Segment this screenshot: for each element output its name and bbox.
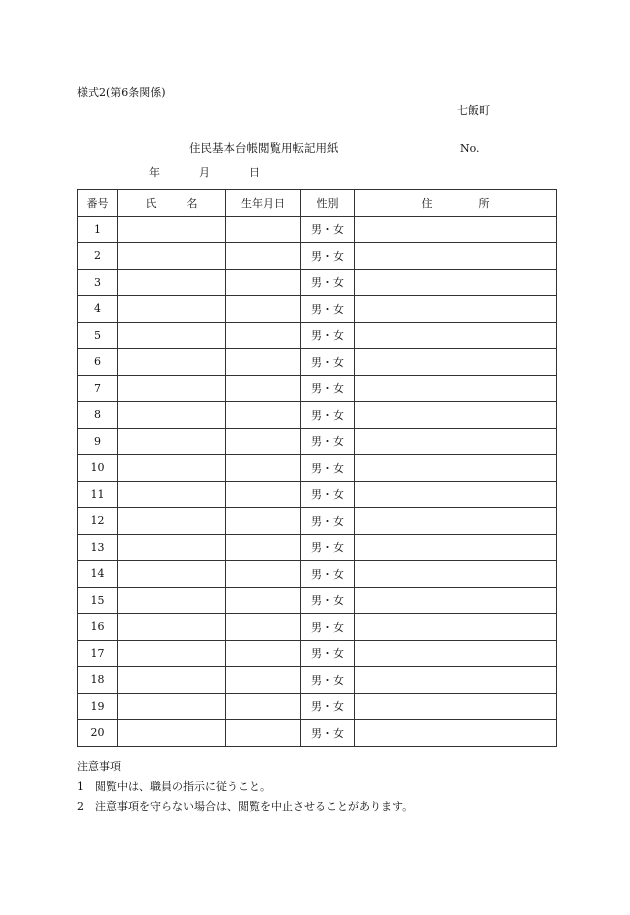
date-year-label: 年	[149, 166, 160, 179]
address-cell[interactable]	[355, 375, 557, 402]
address-cell[interactable]	[355, 614, 557, 641]
table-row	[78, 534, 557, 561]
sex-choice-cell[interactable]: 男・女	[301, 508, 355, 535]
row-number: 13	[78, 534, 118, 561]
row-number: 7	[78, 375, 118, 402]
row-number: 6	[78, 349, 118, 376]
table-row	[78, 640, 557, 667]
address-cell[interactable]	[355, 481, 557, 508]
name-cell[interactable]	[118, 720, 226, 747]
note-number: 2	[77, 800, 84, 813]
document-number-label: No.	[460, 142, 480, 155]
table-row	[78, 349, 557, 376]
sex-choice-cell[interactable]: 男・女	[301, 534, 355, 561]
notes-title: 注意事項	[77, 760, 121, 773]
date-line	[149, 167, 260, 178]
name-cell[interactable]	[118, 455, 226, 482]
birthdate-cell[interactable]	[226, 667, 301, 694]
table-row	[78, 243, 557, 270]
name-cell[interactable]	[118, 481, 226, 508]
table-row	[78, 269, 557, 296]
note-item	[77, 797, 413, 817]
sex-choice-cell[interactable]: 男・女	[301, 561, 355, 588]
sex-choice-cell[interactable]: 男・女	[301, 640, 355, 667]
address-cell[interactable]	[355, 216, 557, 243]
row-number: 20	[78, 720, 118, 747]
name-cell[interactable]	[118, 508, 226, 535]
sex-choice-cell[interactable]: 男・女	[301, 296, 355, 323]
birthdate-cell[interactable]	[226, 481, 301, 508]
table-header-row	[78, 190, 557, 217]
table-row	[78, 614, 557, 641]
address-cell[interactable]	[355, 455, 557, 482]
address-cell[interactable]	[355, 561, 557, 588]
sex-choice-cell[interactable]: 男・女	[301, 243, 355, 270]
address-cell[interactable]	[355, 693, 557, 720]
name-cell[interactable]	[118, 349, 226, 376]
address-cell[interactable]	[355, 269, 557, 296]
birthdate-cell[interactable]	[226, 216, 301, 243]
address-cell[interactable]	[355, 402, 557, 429]
table-row	[78, 375, 557, 402]
address-cell[interactable]	[355, 428, 557, 455]
sex-choice-cell[interactable]: 男・女	[301, 455, 355, 482]
birthdate-cell[interactable]	[226, 322, 301, 349]
table-row	[78, 693, 557, 720]
header-name-given: 名	[186, 196, 198, 210]
sex-choice-cell[interactable]: 男・女	[301, 667, 355, 694]
header-sex: 性別	[301, 190, 355, 217]
name-cell[interactable]	[118, 693, 226, 720]
row-number: 3	[78, 269, 118, 296]
row-number: 16	[78, 614, 118, 641]
name-cell[interactable]	[118, 322, 226, 349]
sex-choice-cell[interactable]: 男・女	[301, 322, 355, 349]
birthdate-cell[interactable]	[226, 561, 301, 588]
header-address-a: 住	[421, 196, 433, 210]
table-row	[78, 481, 557, 508]
transcription-table	[77, 189, 557, 747]
header-address	[355, 190, 557, 217]
name-cell[interactable]	[118, 640, 226, 667]
address-cell[interactable]	[355, 296, 557, 323]
name-cell[interactable]	[118, 216, 226, 243]
note-number: 1	[77, 780, 84, 793]
name-cell[interactable]	[118, 375, 226, 402]
name-cell[interactable]	[118, 428, 226, 455]
name-cell[interactable]	[118, 243, 226, 270]
municipality-name: 七飯町	[457, 104, 490, 117]
table-row	[78, 561, 557, 588]
row-number: 12	[78, 508, 118, 535]
row-number: 10	[78, 455, 118, 482]
header-name	[118, 190, 226, 217]
sex-choice-cell[interactable]: 男・女	[301, 614, 355, 641]
sex-choice-cell[interactable]: 男・女	[301, 216, 355, 243]
header-name-family: 氏	[145, 196, 157, 210]
row-number: 17	[78, 640, 118, 667]
row-number: 18	[78, 667, 118, 694]
header-birthdate: 生年月日	[226, 190, 301, 217]
address-cell[interactable]	[355, 243, 557, 270]
note-item	[77, 777, 413, 797]
birthdate-cell[interactable]	[226, 640, 301, 667]
birthdate-cell[interactable]	[226, 349, 301, 376]
sex-choice-cell[interactable]: 男・女	[301, 349, 355, 376]
name-cell[interactable]	[118, 667, 226, 694]
header-number: 番号	[78, 190, 118, 217]
name-cell[interactable]	[118, 269, 226, 296]
sex-choice-cell[interactable]: 男・女	[301, 428, 355, 455]
address-cell[interactable]	[355, 534, 557, 561]
birthdate-cell[interactable]	[226, 720, 301, 747]
birthdate-cell[interactable]	[226, 402, 301, 429]
birthdate-cell[interactable]	[226, 455, 301, 482]
address-cell[interactable]	[355, 349, 557, 376]
name-cell[interactable]	[118, 534, 226, 561]
date-day-label: 日	[249, 166, 260, 179]
sex-choice-cell[interactable]: 男・女	[301, 402, 355, 429]
sex-choice-cell[interactable]: 男・女	[301, 720, 355, 747]
birthdate-cell[interactable]	[226, 428, 301, 455]
row-number: 15	[78, 587, 118, 614]
sex-choice-cell[interactable]: 男・女	[301, 587, 355, 614]
sex-choice-cell[interactable]: 男・女	[301, 481, 355, 508]
address-cell[interactable]	[355, 667, 557, 694]
birthdate-cell[interactable]	[226, 587, 301, 614]
header-address-b: 所	[478, 196, 490, 210]
table-row	[78, 508, 557, 535]
birthdate-cell[interactable]	[226, 296, 301, 323]
row-number: 19	[78, 693, 118, 720]
table-row	[78, 428, 557, 455]
sex-choice-cell[interactable]: 男・女	[301, 375, 355, 402]
address-cell[interactable]	[355, 587, 557, 614]
name-cell[interactable]	[118, 614, 226, 641]
row-number: 11	[78, 481, 118, 508]
row-number: 14	[78, 561, 118, 588]
table-row	[78, 667, 557, 694]
row-number: 4	[78, 296, 118, 323]
name-cell[interactable]	[118, 561, 226, 588]
birthdate-cell[interactable]	[226, 614, 301, 641]
table-row	[78, 216, 557, 243]
table-row	[78, 296, 557, 323]
address-cell[interactable]	[355, 322, 557, 349]
birthdate-cell[interactable]	[226, 693, 301, 720]
birthdate-cell[interactable]	[226, 243, 301, 270]
note-text: 注意事項を守らない場合は、閲覧を中止させることがあります。	[95, 800, 414, 813]
row-number: 5	[78, 322, 118, 349]
name-cell[interactable]	[118, 587, 226, 614]
document-title: 住民基本台帳閲覧用転記用紙	[189, 141, 339, 155]
row-number: 1	[78, 216, 118, 243]
note-text: 閲覧中は、職員の指示に従うこと。	[95, 780, 271, 793]
date-month-label: 月	[199, 166, 210, 179]
row-number: 8	[78, 402, 118, 429]
address-cell[interactable]	[355, 720, 557, 747]
table-row	[78, 322, 557, 349]
name-cell[interactable]	[118, 296, 226, 323]
birthdate-cell[interactable]	[226, 508, 301, 535]
table-row	[78, 455, 557, 482]
birthdate-cell[interactable]	[226, 534, 301, 561]
table-row	[78, 402, 557, 429]
sex-choice-cell[interactable]: 男・女	[301, 269, 355, 296]
address-cell[interactable]	[355, 508, 557, 535]
table-row	[78, 720, 557, 747]
birthdate-cell[interactable]	[226, 269, 301, 296]
table-row	[78, 587, 557, 614]
notes-section	[77, 757, 413, 817]
row-number: 2	[78, 243, 118, 270]
birthdate-cell[interactable]	[226, 375, 301, 402]
address-cell[interactable]	[355, 640, 557, 667]
sex-choice-cell[interactable]: 男・女	[301, 693, 355, 720]
name-cell[interactable]	[118, 402, 226, 429]
form-label: 様式2(第6条関係)	[77, 86, 166, 99]
row-number: 9	[78, 428, 118, 455]
